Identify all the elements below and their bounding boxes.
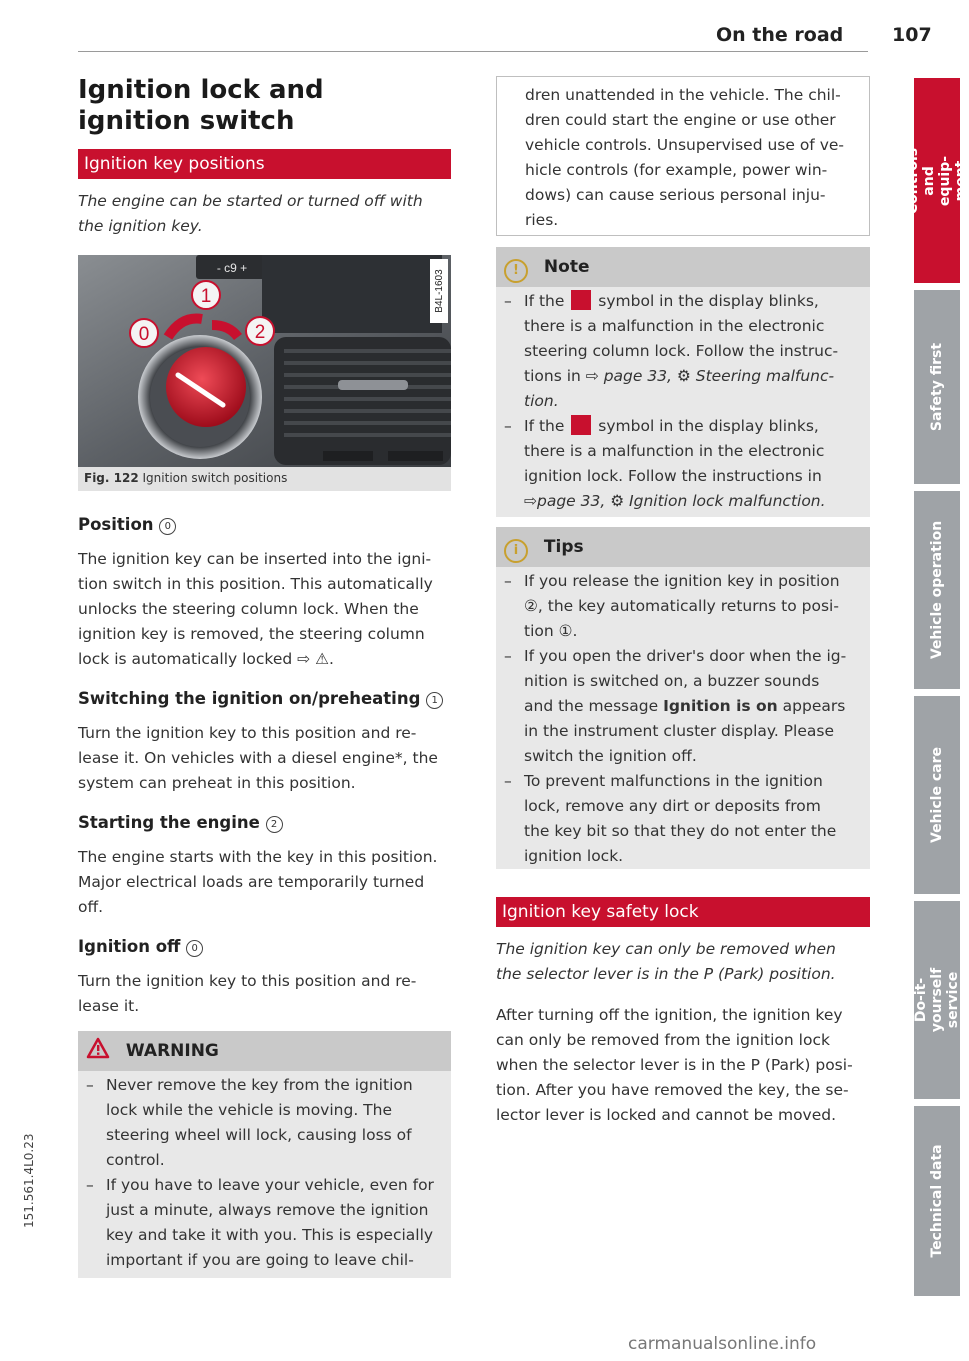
ignition-switch-illustration (78, 255, 451, 467)
position-1-block (78, 686, 451, 796)
tab-label: Controls and equip- ment (905, 147, 969, 214)
body-line: in the instrument cluster display. Please (524, 722, 834, 740)
page-reference-link[interactable]: page 33, ⚙ Ignition lock malfunction. (537, 492, 826, 510)
body-line: Major electrical loads are temporarily turned (78, 873, 425, 891)
warning-title: WARNING (125, 1041, 219, 1061)
header-rule (78, 51, 868, 52)
tips-item: – If you open the driver's door when the ig- nition is switched on, a buzzer sounds and the message Ignition is on appears in the instrument cluster display. Please switch the ignition off. (496, 644, 870, 769)
body-line: After turning off the ignition, the ignition key (496, 1006, 843, 1024)
note-item: – If the symbol in the display blinks, there is a malfunction in the electronic ignition lock. Follow the instructions in ⇨page 33, ⚙ Ignition lock malfunction. (496, 414, 870, 514)
document-code: 151.561.4L0.23 (22, 1133, 36, 1228)
figure-caption-label: Fig. 122 (84, 471, 139, 485)
safety-lock-text (496, 1003, 870, 1128)
position-0-heading-text: Position (78, 515, 154, 534)
tab-vehicle-operation[interactable] (914, 491, 960, 689)
warning-item: – Never remove the key from the ignition lock while the vehicle is moving. The steering wheel will lock, causing loss of control. (78, 1073, 451, 1173)
text-run: If the (524, 417, 565, 435)
tab-technical-data[interactable] (914, 1106, 960, 1296)
left-title (78, 75, 451, 137)
body-line: ②, the key automatically returns to posi- (524, 597, 839, 615)
intro-key-positions (78, 189, 451, 239)
body-line: the key bit so that they do not enter the (524, 822, 837, 840)
ignition-off-block (78, 934, 451, 1019)
body-line: there is a malfunction in the electronic (524, 317, 825, 335)
text-run: ⇨ (524, 492, 537, 510)
dash-switch-label: - c9 + (216, 261, 248, 275)
text-run: If the (524, 292, 565, 310)
body-line: system can preheat in this position. (78, 774, 356, 792)
body-line: ries. (525, 211, 559, 229)
body-line: ignition lock. Follow the instructions in (524, 467, 822, 485)
tab-label: Safety first (929, 342, 945, 432)
body-line: ignition lock. (524, 847, 624, 865)
intro-safety-lock (496, 937, 870, 987)
warning-item: – If you have to leave your vehicle, even for just a minute, always remove the ignition key and take it with you. This is especially important if you are going to leave chil- (78, 1173, 451, 1273)
body-line: vehicle controls. Unsupervised use of ve- (525, 136, 844, 154)
position-2-heading-text: Starting the engine (78, 813, 260, 832)
tab-label: Vehicle care (929, 747, 945, 843)
marker-position-2: 2 (254, 322, 266, 343)
body-line: tion. After you have removed the key, the se- (496, 1081, 849, 1099)
position-2-text (78, 845, 451, 920)
tab-label: Technical data (929, 1144, 945, 1258)
body-line: key and take it with you. This is especially (106, 1226, 434, 1244)
position-2-block (78, 810, 451, 920)
tips-item: – To prevent malfunctions in the ignition lock, remove any dirt or deposits from the key bit so that they do not enter the ignition lock. (496, 769, 870, 869)
tab-vehicle-care[interactable] (914, 696, 960, 894)
body-line: Turn the ignition key to this position and re- (78, 724, 417, 742)
message-text: Ignition is on (663, 697, 778, 715)
body-line: lock while the vehicle is moving. The (106, 1101, 393, 1119)
position-1-mark: 1 (426, 692, 443, 709)
text-run: symbol in the display blinks, (598, 417, 819, 435)
body-line: dows) can cause serious personal inju- (525, 186, 826, 204)
body-line (524, 489, 870, 514)
tab-safety-first[interactable] (914, 290, 960, 484)
body-line: unlocks the steering column lock. When the (78, 600, 419, 618)
warning-triangle-icon (86, 1037, 110, 1059)
body-line: lease it. On vehicles with a diesel engine*, the (78, 749, 438, 767)
warning-continued-box (496, 76, 870, 236)
figure-ignition-switch (78, 255, 451, 491)
page-title-line2: ignition switch (78, 106, 295, 136)
tips-item: – If you release the ignition key in position ②, the key automatically returns to posi- tion ①. (496, 569, 870, 644)
note-box (496, 247, 870, 517)
position-2-mark: 2 (266, 816, 283, 833)
ignition-off-mark: 0 (186, 940, 203, 957)
body-line: ignition key is removed, the steering column (78, 625, 425, 643)
watermark: carmanualsonline.info (628, 1334, 817, 1354)
intro-line: the selector lever is in the P (Park) position. (496, 965, 836, 983)
body-line: lease it. (78, 997, 140, 1015)
body-line: when the selector lever is in the P (Park) posi- (496, 1056, 853, 1074)
ignition-lock-symbol-icon (571, 415, 591, 435)
steering-lock-symbol-icon (571, 290, 591, 310)
tips-header (496, 527, 870, 567)
warning-continued-text (497, 77, 869, 233)
intro-line: The engine can be started or turned off with (78, 192, 423, 210)
body-line: steering column lock. Follow the instruc- (524, 342, 839, 360)
body-line: If you open the driver's door when the ig- (524, 647, 847, 665)
figure-caption-text: Ignition switch positions (142, 471, 288, 485)
position-0-block (78, 512, 451, 672)
body-line: lock is automatically locked ⇨ ⚠. (78, 650, 334, 668)
warning-header (78, 1031, 451, 1071)
text-run: and the message (524, 697, 659, 715)
body-line (524, 694, 870, 719)
body-line: just a minute, always remove the ignition (106, 1201, 429, 1219)
body-line: The ignition key can be inserted into the igni- (78, 550, 432, 568)
note-header (496, 247, 870, 287)
body-line: dren unattended in the vehicle. The chil- (525, 86, 841, 104)
tab-label: Vehicle operation (929, 520, 945, 660)
body-line: dren could start the engine or use other (525, 111, 836, 129)
page-reference-link[interactable]: page 33, ⚙ Steering malfunc- (603, 367, 835, 385)
position-0-heading (78, 512, 451, 537)
position-0-mark: 0 (159, 518, 176, 535)
body-line: If you release the ignition key in position (524, 572, 840, 590)
note-item: – If the symbol in the display blinks, there is a malfunction in the electronic steering column lock. Follow the instruc- tions in ⇨ page 33, ⚙ Steering malfunc- tion. (496, 289, 870, 414)
marker-position-1: 1 (200, 286, 212, 307)
body-line (524, 364, 870, 389)
body-line: If you have to leave your vehicle, even for (106, 1176, 434, 1194)
body-line: tion. (524, 392, 559, 410)
body-line: To prevent malfunctions in the ignition (524, 772, 823, 790)
body-line: there is a malfunction in the electronic (524, 442, 825, 460)
body-line (524, 289, 870, 314)
body-line: Turn the ignition key to this position and re- (78, 972, 417, 990)
body-line: lector lever is locked and cannot be moved. (496, 1106, 837, 1124)
position-2-heading (78, 810, 451, 835)
text-run: symbol in the display blinks, (598, 292, 819, 310)
body-line: switch the ignition off. (524, 747, 697, 765)
body-line: Never remove the key from the ignition (106, 1076, 413, 1094)
ignition-off-text (78, 969, 451, 1019)
body-line: important if you are going to leave chil- (106, 1251, 414, 1269)
position-1-text (78, 721, 451, 796)
tab-controls-and-equipment[interactable] (905, 78, 969, 283)
note-icon: ! (504, 259, 528, 283)
position-1-heading-text: Switching the ignition on/preheating (78, 689, 421, 708)
body-line: hicle controls (for example, power win- (525, 161, 828, 179)
page-title-line1: Ignition lock and (78, 75, 324, 105)
note-title: Note (543, 257, 590, 277)
text-run: appears (782, 697, 846, 715)
body-line: can only be removed from the ignition lock (496, 1031, 830, 1049)
figure-caption (84, 471, 287, 485)
body-line: nition is switched on, a buzzer sounds (524, 672, 820, 690)
body-line: control. (106, 1151, 165, 1169)
warning-box (78, 1031, 451, 1278)
body-line (524, 414, 870, 439)
marker-position-0: 0 (138, 324, 150, 345)
body-line: off. (78, 898, 104, 916)
tips-box (496, 527, 870, 869)
body-line: steering wheel will lock, causing loss of (106, 1126, 412, 1144)
section-bar-safety-lock: Ignition key safety lock (496, 897, 870, 927)
running-header-section: On the road (716, 24, 844, 46)
page-number: 107 (892, 24, 932, 46)
body-line: The engine starts with the key in this position. (78, 848, 438, 866)
tab-do-it-yourself-service[interactable] (914, 901, 960, 1099)
info-icon: i (504, 539, 528, 563)
ignition-off-heading-text: Ignition off (78, 937, 181, 956)
position-0-text (78, 547, 451, 672)
intro-line: the ignition key. (78, 217, 203, 235)
section-bar-key-positions: Ignition key positions (78, 149, 451, 179)
figure-code: B4L-1603 (434, 269, 445, 313)
tab-label: Do-it-yourself service (913, 967, 961, 1033)
body-line: tion ①. (524, 622, 578, 640)
intro-line: The ignition key can only be removed when (496, 940, 836, 958)
text-run: tions in ⇨ (524, 367, 599, 385)
body-line: lock, remove any dirt or deposits from (524, 797, 821, 815)
tips-title: Tips (543, 537, 584, 557)
ignition-off-heading (78, 934, 451, 959)
body-line: tion switch in this position. This automatically (78, 575, 433, 593)
position-1-heading (78, 686, 451, 711)
